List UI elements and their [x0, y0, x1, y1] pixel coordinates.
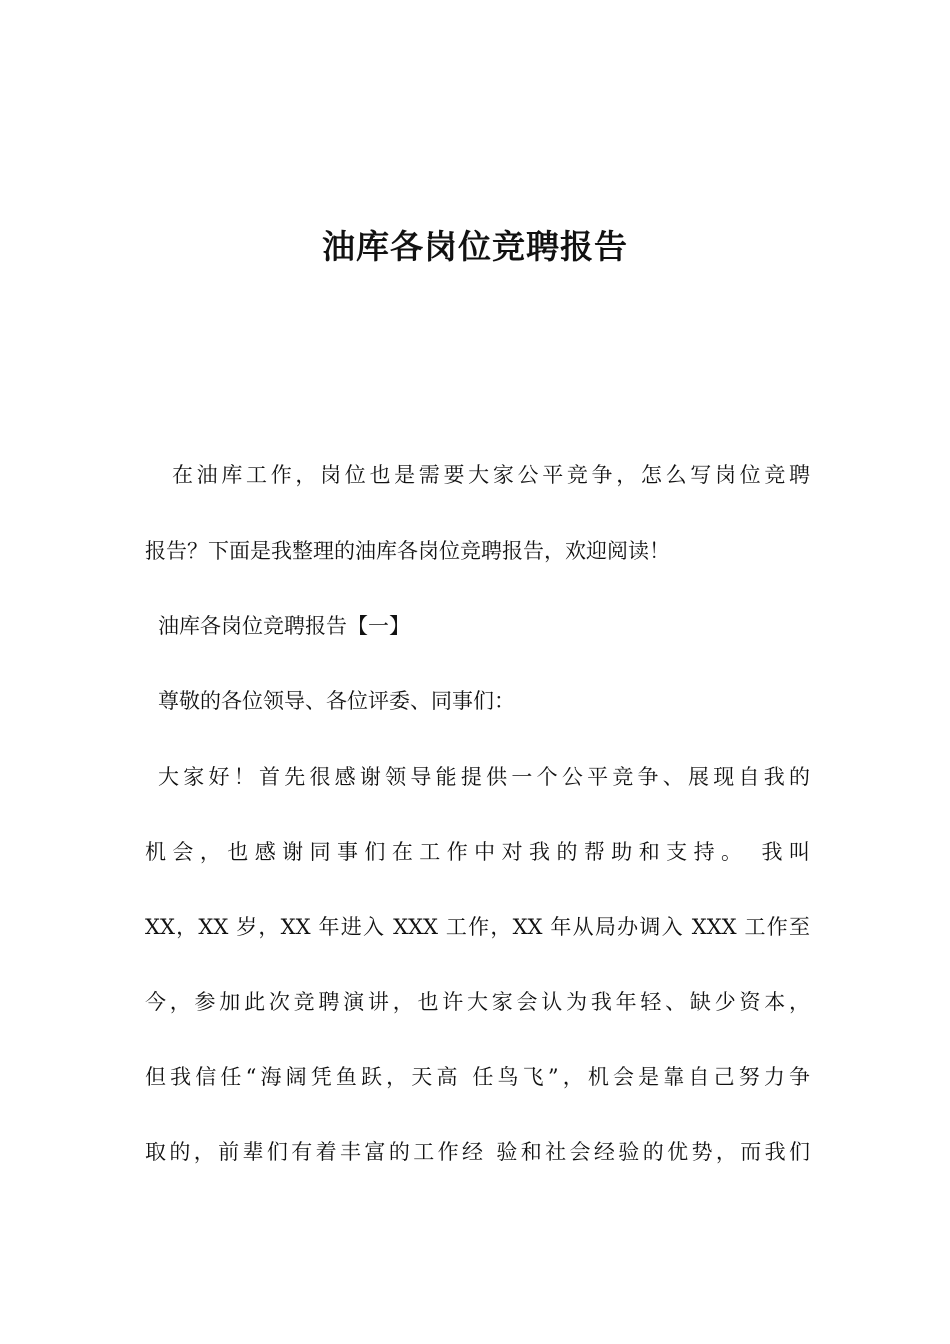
body-line-1: 在油库工作，岗位也是需要大家公平竞争，怎么写岗位竞聘	[172, 463, 810, 487]
salutation: 尊敬的各位领导、各位评委、同事们：	[158, 689, 515, 713]
section-heading: 油库各岗位竞聘报告【一】	[158, 614, 410, 638]
document-title: 油库各岗位竞聘报告	[322, 227, 628, 266]
body-line-7: XX，XX 岁，XX 年进入 XXX 工作，XX 年从局办调入 XXX 工作至	[145, 915, 810, 939]
body-line-8: 今，参加此次竞聘演讲，也许大家会认为我年轻、缺少资本，	[145, 990, 810, 1014]
body-line-2: 报告？下面是我整理的油库各岗位竞聘报告，欢迎阅读！	[145, 539, 670, 563]
body-line-6: 机会，也感谢同事们在工作中对我的帮助和支持。 我叫	[145, 840, 810, 864]
body-line-9: 但我信任“海阔凭鱼跃，天高 任鸟飞”，机会是靠自己努力争	[145, 1065, 810, 1089]
body-line-10: 取的，前辈们有着丰富的工作经 验和社会经验的优势，而我们	[145, 1140, 810, 1164]
body-line-5: 大家好！首先很感谢领导能提供一个公平竞争、展现自我的	[158, 765, 810, 789]
